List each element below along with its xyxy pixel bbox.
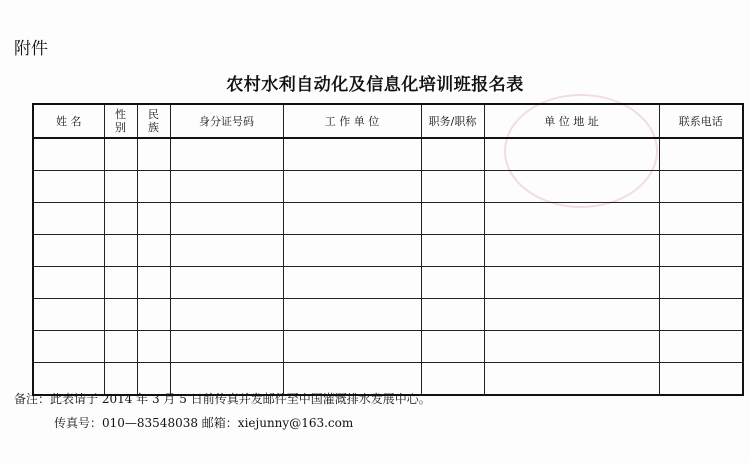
cell-position[interactable] [421, 299, 484, 331]
cell-id_number[interactable] [170, 138, 283, 171]
table-body [33, 138, 743, 395]
cell-work_unit[interactable] [283, 331, 421, 363]
cell-ethnicity[interactable] [137, 299, 170, 331]
table-row [33, 203, 743, 235]
footer-note: 备注：此表请于 2014 年 3 月 5 日前传真并发邮件至中国灌溉排水发展中心。 [14, 392, 431, 406]
cell-gender[interactable] [104, 331, 137, 363]
header-unit_address: 单 位 地 址 [484, 104, 659, 138]
cell-position[interactable] [421, 138, 484, 171]
cell-unit_address[interactable] [484, 138, 659, 171]
cell-gender[interactable] [104, 235, 137, 267]
cell-work_unit[interactable] [283, 235, 421, 267]
cell-phone[interactable] [659, 363, 743, 396]
cell-work_unit[interactable] [283, 299, 421, 331]
table-row [33, 331, 743, 363]
cell-phone[interactable] [659, 203, 743, 235]
cell-unit_address[interactable] [484, 235, 659, 267]
table-row [33, 235, 743, 267]
registration-table [32, 103, 744, 396]
table-row [33, 299, 743, 331]
cell-gender[interactable] [104, 138, 137, 171]
cell-unit_address[interactable] [484, 171, 659, 203]
cell-name[interactable] [33, 331, 104, 363]
table-header-row [33, 104, 743, 138]
cell-name[interactable] [33, 299, 104, 331]
form-title: 农村水利自动化及信息化培训班报名表 [226, 75, 524, 95]
cell-name[interactable] [33, 203, 104, 235]
table-row [33, 171, 743, 203]
cell-position[interactable] [421, 267, 484, 299]
cell-work_unit[interactable] [283, 203, 421, 235]
cell-position[interactable] [421, 171, 484, 203]
header-position: 职务/职称 [421, 104, 484, 138]
attachment-label: 附件 [14, 39, 48, 59]
header-gender: 性 别 [104, 104, 137, 138]
table-row [33, 138, 743, 171]
cell-phone[interactable] [659, 171, 743, 203]
cell-work_unit[interactable] [283, 267, 421, 299]
cell-unit_address[interactable] [484, 299, 659, 331]
cell-ethnicity[interactable] [137, 331, 170, 363]
cell-gender[interactable] [104, 267, 137, 299]
cell-id_number[interactable] [170, 331, 283, 363]
header-name: 姓 名 [33, 104, 104, 138]
cell-ethnicity[interactable] [137, 138, 170, 171]
cell-name[interactable] [33, 235, 104, 267]
header-ethnicity: 民 族 [137, 104, 170, 138]
cell-gender[interactable] [104, 171, 137, 203]
cell-id_number[interactable] [170, 267, 283, 299]
cell-name[interactable] [33, 171, 104, 203]
cell-unit_address[interactable] [484, 363, 659, 396]
cell-name[interactable] [33, 267, 104, 299]
cell-phone[interactable] [659, 299, 743, 331]
cell-unit_address[interactable] [484, 267, 659, 299]
header-id_number: 身分证号码 [170, 104, 283, 138]
cell-work_unit[interactable] [283, 171, 421, 203]
cell-gender[interactable] [104, 203, 137, 235]
cell-id_number[interactable] [170, 235, 283, 267]
cell-position[interactable] [421, 203, 484, 235]
cell-phone[interactable] [659, 235, 743, 267]
cell-phone[interactable] [659, 138, 743, 171]
header-phone: 联系电话 [659, 104, 743, 138]
cell-unit_address[interactable] [484, 203, 659, 235]
cell-ethnicity[interactable] [137, 267, 170, 299]
cell-ethnicity[interactable] [137, 203, 170, 235]
cell-work_unit[interactable] [283, 138, 421, 171]
cell-phone[interactable] [659, 267, 743, 299]
cell-name[interactable] [33, 138, 104, 171]
cell-ethnicity[interactable] [137, 171, 170, 203]
header-work_unit: 工 作 单 位 [283, 104, 421, 138]
cell-gender[interactable] [104, 299, 137, 331]
cell-position[interactable] [421, 235, 484, 267]
cell-id_number[interactable] [170, 203, 283, 235]
contact-info: 传真号：010—83548038 邮箱：xiejunny@163.com [54, 416, 354, 430]
cell-ethnicity[interactable] [137, 235, 170, 267]
cell-unit_address[interactable] [484, 331, 659, 363]
cell-id_number[interactable] [170, 299, 283, 331]
cell-phone[interactable] [659, 331, 743, 363]
cell-position[interactable] [421, 331, 484, 363]
table-row [33, 267, 743, 299]
cell-id_number[interactable] [170, 171, 283, 203]
